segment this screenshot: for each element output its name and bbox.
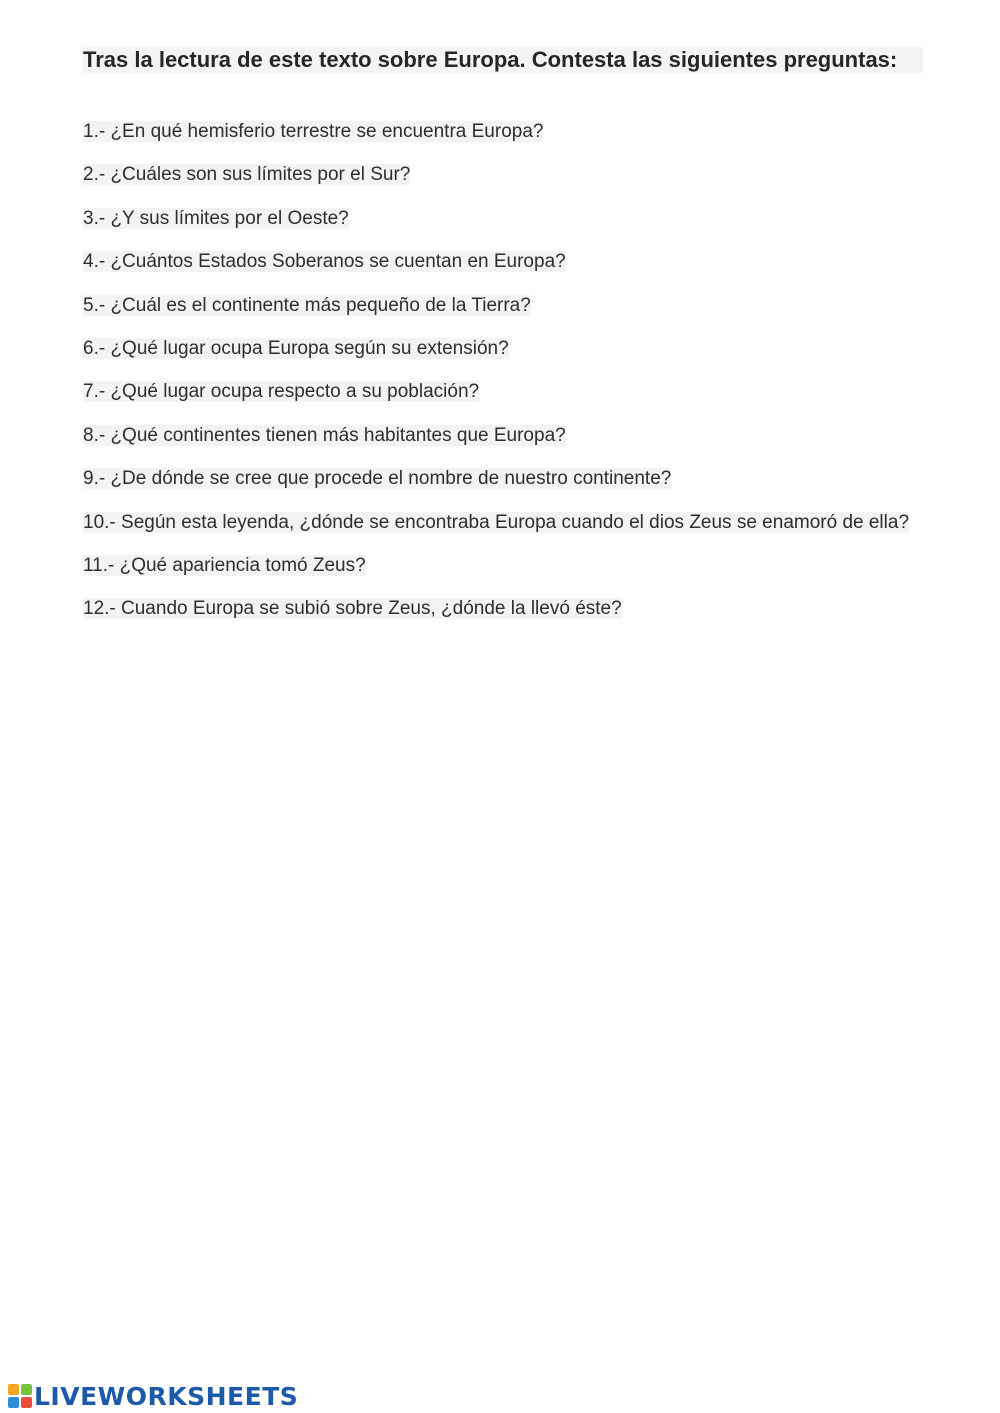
question-item [83, 511, 918, 534]
logo-square [8, 1384, 19, 1395]
question-text: 8.- ¿Qué continentes tienen más habitantes que Europa? [83, 424, 566, 446]
question-text: 6.- ¿Qué lugar ocupa Europa según su extensión? [83, 337, 509, 359]
question-text: 2.- ¿Cuáles son sus límites por el Sur? [83, 164, 411, 186]
question-list [83, 120, 918, 641]
question-item [83, 120, 918, 143]
logo-square [21, 1397, 32, 1408]
question-text: 4.- ¿Cuántos Estados Soberanos se cuentan en Europa? [83, 251, 566, 273]
question-item [83, 337, 918, 360]
page-title: Tras la lectura de este texto sobre Europa. Contesta las siguientes preguntas: [83, 47, 923, 73]
question-text: 7.- ¿Qué lugar ocupa respecto a su población? [83, 381, 480, 403]
liveworksheets-logo-icon [8, 1384, 32, 1408]
question-item [83, 163, 918, 186]
question-text: 1.- ¿En qué hemisferio terrestre se encuentra Europa? [83, 121, 544, 142]
question-text: 3.- ¿Y sus límites por el Oeste? [83, 207, 349, 229]
question-text: 12.- Cuando Europa se subió sobre Zeus, ¿dónde la llevó éste? [83, 598, 622, 620]
question-item [83, 424, 918, 447]
question-text: 10.- Según esta leyenda, ¿dónde se encontraba Europa cuando el dios Zeus se enamoró de ella? [83, 511, 910, 533]
question-text: 11.- ¿Qué apariencia tomó Zeus? [83, 554, 366, 576]
logo-square [21, 1384, 32, 1395]
question-item [83, 250, 918, 273]
question-item [83, 380, 918, 403]
liveworksheets-logo[interactable] [8, 1381, 298, 1411]
logo-text: LIVEWORKSHEETS [34, 1381, 299, 1411]
question-text: 9.- ¿De dónde se cree que procede el nombre de nuestro continente? [83, 468, 672, 490]
question-item [83, 554, 918, 577]
question-item [83, 207, 918, 230]
question-text: 5.- ¿Cuál es el continente más pequeño de la Tierra? [83, 294, 531, 316]
question-item [83, 597, 918, 620]
question-item [83, 294, 918, 317]
logo-square [8, 1397, 19, 1408]
question-item [83, 467, 918, 490]
